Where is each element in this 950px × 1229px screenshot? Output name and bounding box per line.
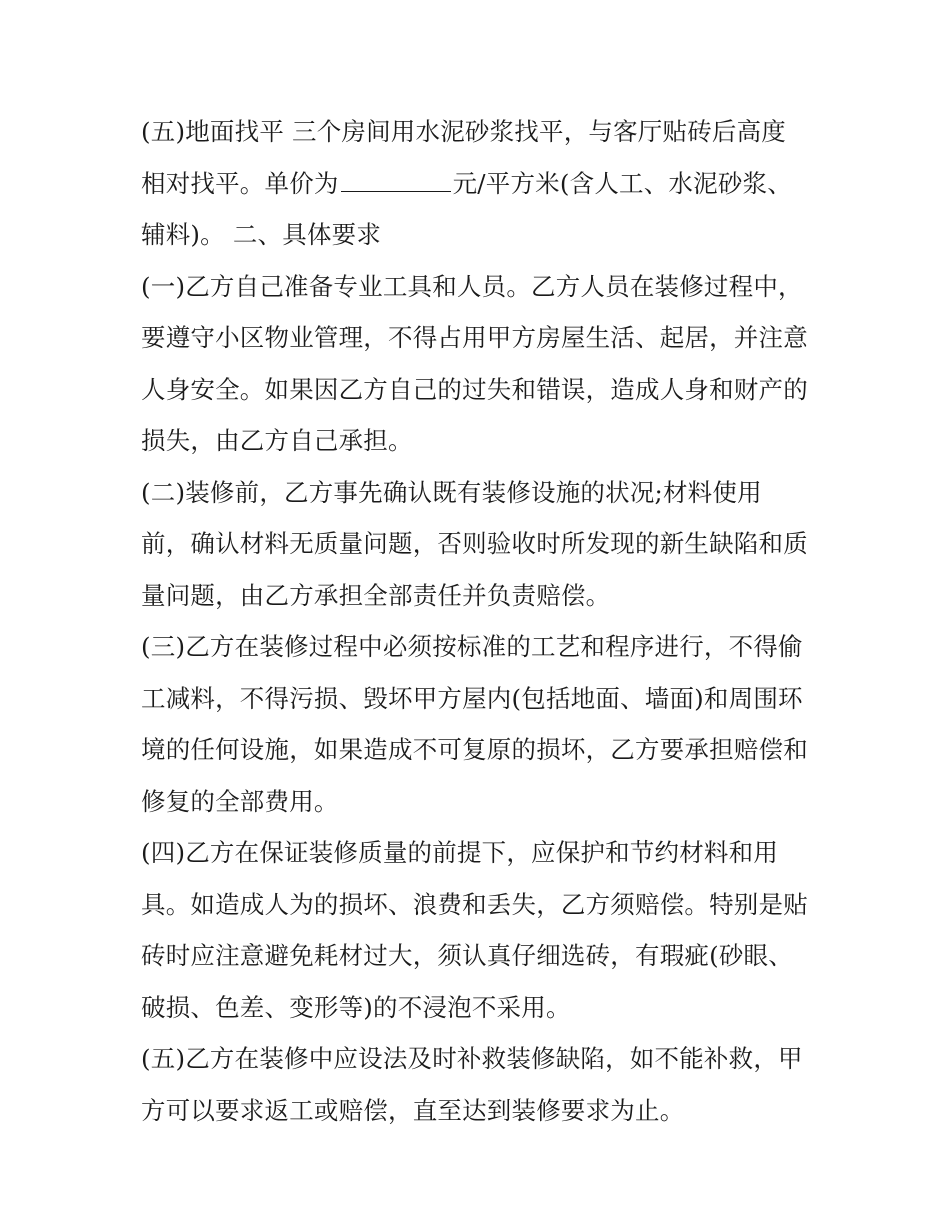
unit-price-suffix: 元/平方米(含人工、水泥砂浆、 [452, 168, 792, 198]
paragraph-line: 方可以要求返工或赔偿，直至达到装修要求为止。 [141, 1095, 685, 1125]
paragraph-line: (一)乙方自己准备专业工具和人员。乙方人员在装修过程中， [141, 271, 803, 301]
paragraph-line: 具。如造成人为的损坏、浪费和丢失，乙方须赔偿。特别是贴 [141, 889, 808, 919]
paragraph-line: 损失，由乙方自己承担。 [141, 426, 413, 455]
paragraph-line: 辅料)。 二、具体要求 [141, 220, 382, 249]
paragraph-line: 要遵守小区物业管理，不得占用甲方房屋生活、起居，并注意 [141, 323, 808, 352]
unit-price-blank [341, 169, 451, 192]
document-page [141, 106, 821, 1136]
paragraph-line: 量问题，由乙方承担全部责任并负责赔偿。 [141, 580, 611, 610]
paragraph-line: (四)乙方在保证装修质量的前提下，应保护和节约材料和用 [141, 838, 779, 867]
paragraph-line: 砖时应注意避免耗材过大，须认真仔细选砖，有瑕疵(砂眼、 [141, 941, 793, 970]
paragraph-line: (五)地面找平 三个房间用水泥砂浆找平，与客厅贴砖后高度 [141, 117, 787, 146]
paragraph-line: 人身安全。如果因乙方自己的过失和错误，造成人身和财产的 [141, 374, 808, 404]
paragraph-line: 境的任何设施，如果造成不可复原的损坏，乙方要承担赔偿和 [141, 735, 808, 764]
paragraph-line-with-blank [141, 158, 821, 210]
paragraph-line: 前，确认材料无质量问题，否则验收时所发现的新生缺陷和质 [141, 529, 808, 558]
paragraph-line: 工减料，不得污损、毁坏甲方屋内(包括地面、墙面)和周围环 [141, 683, 803, 713]
paragraph-line: 修复的全部费用。 [141, 786, 339, 816]
unit-price-label: 相对找平。单价为 [141, 168, 339, 198]
paragraph-line: (五)乙方在装修中应设法及时补救装修缺陷，如不能补救，甲 [141, 1044, 803, 1073]
paragraph-line: (二)装修前，乙方事先确认既有装修设施的状况;材料使用 [141, 477, 762, 507]
paragraph-line: 破损、色差、变形等)的不浸泡不采用。 [141, 992, 571, 1022]
paragraph-line: (三)乙方在装修过程中必须按标准的工艺和程序进行，不得偷 [141, 632, 803, 661]
